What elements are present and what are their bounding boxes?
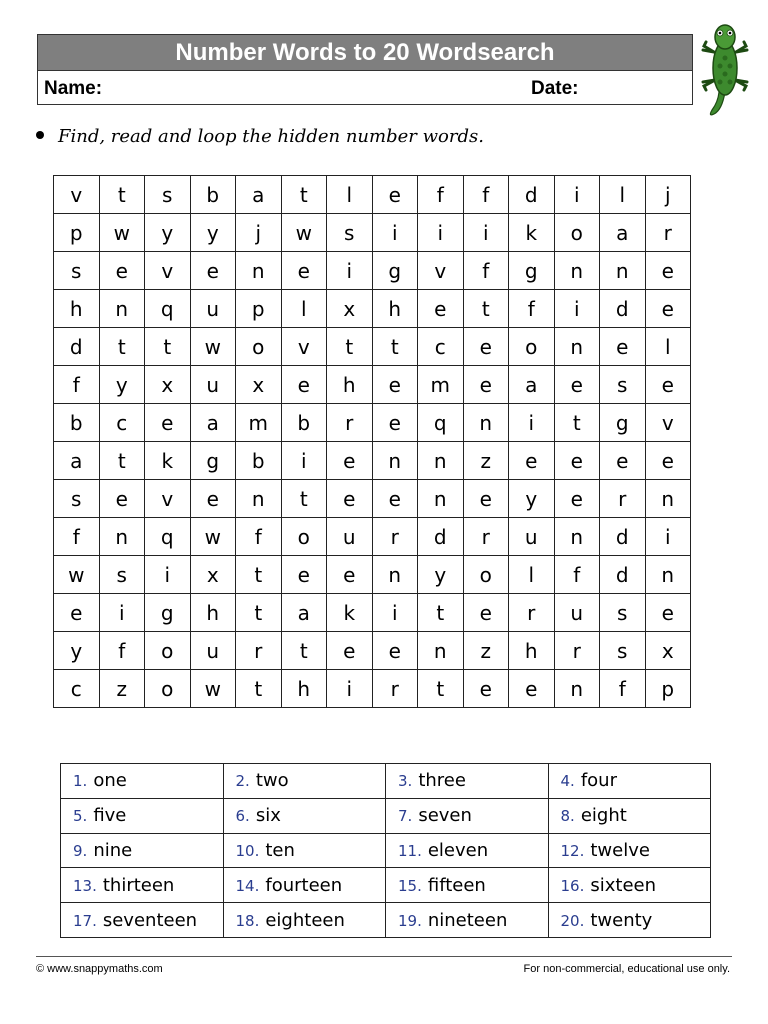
grid-letter-cell[interactable]: e [645,290,691,328]
grid-letter-cell[interactable]: i [554,176,600,214]
grid-letter-cell[interactable]: n [418,442,464,480]
grid-letter-cell[interactable]: e [327,480,373,518]
grid-letter-cell[interactable]: f [463,252,509,290]
grid-letter-cell[interactable]: x [327,290,373,328]
grid-letter-cell[interactable]: f [54,366,100,404]
grid-letter-cell[interactable]: t [418,670,464,708]
word-number: 16. [560,876,585,895]
grid-letter-cell[interactable]: n [463,404,509,442]
word-number: 12. [560,841,585,860]
word-number: 18. [235,911,260,930]
grid-letter-cell[interactable]: y [190,214,236,252]
grid-letter-cell[interactable]: r [645,214,691,252]
grid-letter-cell[interactable]: t [554,404,600,442]
footer-copyright: © www.snappymaths.com [36,963,163,975]
grid-letter-cell[interactable]: t [418,594,464,632]
grid-letter-cell[interactable]: t [236,556,282,594]
grid-letter-cell[interactable]: z [463,442,509,480]
grid-letter-cell[interactable]: e [372,480,418,518]
word-list-row [61,764,711,799]
grid-letter-cell[interactable]: f [463,176,509,214]
grid-letter-cell[interactable]: o [463,556,509,594]
grid-letter-cell[interactable]: h [190,594,236,632]
grid-letter-cell[interactable]: q [145,518,191,556]
wordsearch-grid[interactable] [53,175,691,708]
grid-letter-cell[interactable]: e [327,442,373,480]
grid-letter-cell[interactable]: t [99,442,145,480]
grid-letter-cell[interactable]: c [54,670,100,708]
grid-letter-cell[interactable]: x [645,632,691,670]
word-text: sixteen [590,874,657,896]
grid-letter-cell[interactable]: m [236,404,282,442]
grid-row [54,442,691,480]
grid-letter-cell[interactable]: d [600,556,646,594]
word-text: two [255,770,289,792]
grid-letter-cell[interactable]: n [418,632,464,670]
grid-letter-cell[interactable]: h [54,290,100,328]
grid-letter-cell[interactable]: w [190,670,236,708]
grid-letter-cell[interactable]: y [54,632,100,670]
grid-letter-cell[interactable]: r [372,670,418,708]
grid-letter-cell[interactable]: e [372,176,418,214]
grid-letter-cell[interactable]: q [145,290,191,328]
word-number: 7. [398,807,413,826]
grid-row [54,214,691,252]
grid-letter-cell[interactable]: n [99,290,145,328]
word-list-row [61,903,711,938]
grid-letter-cell[interactable]: t [281,176,327,214]
word-list-item [386,798,549,833]
word-list [60,763,711,938]
grid-letter-cell[interactable]: a [236,176,282,214]
grid-letter-cell[interactable]: f [99,632,145,670]
grid-letter-cell[interactable]: i [372,214,418,252]
word-list-item [223,868,386,903]
grid-letter-cell[interactable]: o [145,632,191,670]
grid-letter-cell[interactable]: y [509,480,555,518]
word-number: 13. [73,876,97,895]
date-label: Date: [531,78,579,99]
grid-letter-cell[interactable]: i [372,594,418,632]
grid-letter-cell[interactable]: w [190,518,236,556]
word-text: six [255,805,281,827]
grid-letter-cell[interactable]: g [509,252,555,290]
grid-letter-cell[interactable]: s [99,556,145,594]
grid-letter-cell[interactable]: h [372,290,418,328]
word-text: seven [418,805,472,827]
grid-letter-cell[interactable]: b [281,404,327,442]
word-list-row [61,868,711,903]
word-list-item [386,764,549,799]
word-list-item [548,833,711,868]
word-number: 2. [235,772,250,791]
grid-letter-cell[interactable]: e [281,556,327,594]
grid-letter-cell[interactable]: i [327,252,373,290]
grid-letter-cell[interactable]: i [418,214,464,252]
grid-letter-cell[interactable]: t [99,328,145,366]
name-date-row [38,71,692,105]
word-list-item [61,764,224,799]
word-text: four [580,770,617,792]
grid-letter-cell[interactable]: p [54,214,100,252]
grid-letter-cell[interactable]: x [236,366,282,404]
grid-letter-cell[interactable]: i [554,290,600,328]
grid-letter-cell[interactable]: t [281,632,327,670]
word-list-item [386,868,549,903]
grid-letter-cell[interactable]: i [99,594,145,632]
word-text: nineteen [427,909,508,931]
grid-letter-cell[interactable]: i [509,404,555,442]
grid-letter-cell[interactable]: u [554,594,600,632]
grid-row [54,176,691,214]
word-number: 14. [235,876,260,895]
grid-letter-cell[interactable]: n [372,556,418,594]
grid-letter-cell[interactable]: e [509,442,555,480]
grid-letter-cell[interactable]: e [645,366,691,404]
grid-letter-cell[interactable]: k [509,214,555,252]
word-list-row [61,798,711,833]
grid-letter-cell[interactable]: n [372,442,418,480]
grid-letter-cell[interactable]: n [554,518,600,556]
grid-letter-cell[interactable]: l [600,176,646,214]
grid-letter-cell[interactable]: r [554,632,600,670]
grid-letter-cell[interactable]: e [645,252,691,290]
grid-letter-cell[interactable]: n [99,518,145,556]
grid-letter-cell[interactable]: o [236,328,282,366]
word-number: 10. [235,841,260,860]
word-text: nine [93,839,133,861]
grid-letter-cell[interactable]: s [327,214,373,252]
grid-letter-cell[interactable]: g [145,594,191,632]
word-text: eleven [427,839,489,861]
grid-letter-cell[interactable]: l [281,290,327,328]
grid-letter-cell[interactable]: e [190,252,236,290]
grid-letter-cell[interactable]: d [418,518,464,556]
bullet-dot-icon [36,131,44,139]
grid-letter-cell[interactable]: e [372,632,418,670]
grid-letter-cell[interactable]: d [600,518,646,556]
grid-letter-cell[interactable]: o [281,518,327,556]
grid-letter-cell[interactable]: m [418,366,464,404]
grid-letter-cell[interactable]: e [554,442,600,480]
grid-letter-cell[interactable]: v [145,480,191,518]
worksheet-title: Number Words to 20 Wordsearch [38,35,692,71]
grid-letter-cell[interactable]: v [145,252,191,290]
grid-letter-cell[interactable]: e [418,290,464,328]
word-number: 9. [73,841,88,860]
word-text: eight [580,805,627,827]
grid-letter-cell[interactable]: e [372,404,418,442]
grid-row [54,480,691,518]
grid-letter-cell[interactable]: i [463,214,509,252]
grid-letter-cell[interactable]: s [145,176,191,214]
grid-letter-cell[interactable]: a [54,442,100,480]
grid-letter-cell[interactable]: e [600,328,646,366]
grid-letter-cell[interactable]: e [554,480,600,518]
grid-row [54,252,691,290]
grid-letter-cell[interactable]: l [645,328,691,366]
grid-row [54,556,691,594]
grid-letter-cell[interactable]: r [327,404,373,442]
grid-letter-cell[interactable]: b [236,442,282,480]
grid-letter-cell[interactable]: n [418,480,464,518]
word-number: 19. [398,911,422,930]
grid-letter-cell[interactable]: y [145,214,191,252]
grid-letter-cell[interactable]: l [327,176,373,214]
instruction-text: Find, read and loop the hidden number words. [58,126,484,147]
grid-letter-cell[interactable]: g [600,404,646,442]
grid-letter-cell[interactable]: t [463,290,509,328]
grid-letter-cell[interactable]: a [281,594,327,632]
grid-letter-cell[interactable]: c [418,328,464,366]
word-text: fifteen [427,874,486,896]
grid-letter-cell[interactable]: w [54,556,100,594]
word-list-item [386,833,549,868]
grid-letter-cell[interactable]: n [554,670,600,708]
grid-letter-cell[interactable]: c [99,404,145,442]
word-text: one [93,770,127,792]
grid-letter-cell[interactable]: t [372,328,418,366]
grid-letter-cell[interactable]: y [418,556,464,594]
grid-letter-cell[interactable]: a [600,214,646,252]
grid-letter-cell[interactable]: k [145,442,191,480]
grid-letter-cell[interactable]: e [372,366,418,404]
grid-letter-cell[interactable]: k [327,594,373,632]
grid-letter-cell[interactable]: e [509,670,555,708]
grid-letter-cell[interactable]: r [372,518,418,556]
word-list-item [61,903,224,938]
grid-letter-cell[interactable]: u [190,632,236,670]
grid-letter-cell[interactable]: w [281,214,327,252]
grid-letter-cell[interactable]: e [463,328,509,366]
grid-letter-cell[interactable]: i [327,670,373,708]
grid-row [54,670,691,708]
grid-letter-cell[interactable]: f [236,518,282,556]
grid-letter-cell[interactable]: a [509,366,555,404]
grid-letter-cell[interactable]: x [190,556,236,594]
grid-letter-cell[interactable]: v [418,252,464,290]
grid-letter-cell[interactable]: n [554,252,600,290]
grid-letter-cell[interactable]: u [190,290,236,328]
grid-letter-cell[interactable]: n [554,328,600,366]
grid-letter-cell[interactable]: n [645,480,691,518]
word-number: 17. [73,911,97,930]
worksheet-header [37,34,693,105]
grid-letter-cell[interactable]: p [236,290,282,328]
grid-letter-cell[interactable]: r [509,594,555,632]
grid-letter-cell[interactable]: x [145,366,191,404]
grid-letter-cell[interactable]: e [645,442,691,480]
grid-letter-cell[interactable]: e [645,594,691,632]
grid-row [54,366,691,404]
word-text: fourteen [265,874,343,896]
word-text: seventeen [102,909,198,931]
word-text: thirteen [102,874,175,896]
grid-letter-cell[interactable]: f [54,518,100,556]
grid-letter-cell[interactable]: p [645,670,691,708]
grid-letter-cell[interactable]: n [236,252,282,290]
grid-letter-cell[interactable]: t [236,594,282,632]
grid-row [54,632,691,670]
grid-letter-cell[interactable]: o [145,670,191,708]
word-list-row [61,833,711,868]
grid-letter-cell[interactable]: e [554,366,600,404]
word-text: three [418,770,466,792]
grid-letter-cell[interactable]: e [190,480,236,518]
grid-letter-cell[interactable]: e [54,594,100,632]
name-label: Name: [44,78,103,99]
grid-letter-cell[interactable]: e [145,404,191,442]
word-list-item [548,798,711,833]
word-text: five [93,805,127,827]
grid-letter-cell[interactable]: w [190,328,236,366]
grid-letter-cell[interactable]: h [509,632,555,670]
grid-letter-cell[interactable]: o [509,328,555,366]
grid-letter-cell[interactable]: v [54,176,100,214]
grid-letter-cell[interactable]: s [54,480,100,518]
grid-letter-cell[interactable]: n [600,252,646,290]
grid-letter-cell[interactable]: r [236,632,282,670]
grid-letter-cell[interactable]: f [509,290,555,328]
grid-letter-cell[interactable]: z [99,670,145,708]
grid-letter-cell[interactable]: y [99,366,145,404]
grid-letter-cell[interactable]: e [327,556,373,594]
grid-letter-cell[interactable]: u [190,366,236,404]
word-text: eighteen [265,909,345,931]
grid-letter-cell[interactable]: o [554,214,600,252]
grid-letter-cell[interactable]: e [600,442,646,480]
word-number: 5. [73,807,88,826]
footer-divider [36,956,732,957]
word-text: twenty [590,909,653,931]
grid-letter-cell[interactable]: g [190,442,236,480]
grid-row [54,404,691,442]
word-list-item [548,903,711,938]
grid-letter-cell[interactable]: s [54,252,100,290]
grid-letter-cell[interactable]: u [327,518,373,556]
word-list-item [61,868,224,903]
word-list-item [223,764,386,799]
grid-letter-cell[interactable]: b [54,404,100,442]
word-list-item [223,903,386,938]
grid-letter-cell[interactable]: e [463,366,509,404]
grid-letter-cell[interactable]: b [190,176,236,214]
grid-letter-cell[interactable]: t [327,328,373,366]
grid-letter-cell[interactable]: q [418,404,464,442]
grid-letter-cell[interactable]: v [281,328,327,366]
instruction-line [36,126,484,147]
word-number: 4. [560,772,575,791]
grid-letter-cell[interactable]: d [54,328,100,366]
word-number: 11. [398,841,422,860]
word-list-item [548,868,711,903]
word-list-item [61,798,224,833]
word-list-item [61,833,224,868]
grid-letter-cell[interactable]: u [509,518,555,556]
grid-letter-cell[interactable]: n [645,556,691,594]
grid-letter-cell[interactable]: t [145,328,191,366]
crocodile-mascot-icon [700,22,750,120]
grid-row [54,290,691,328]
grid-letter-cell[interactable]: e [281,366,327,404]
grid-letter-cell[interactable]: h [281,670,327,708]
grid-letter-cell[interactable]: e [463,594,509,632]
word-number: 15. [398,876,422,895]
word-number: 3. [398,772,413,791]
grid-letter-cell[interactable]: d [600,290,646,328]
word-number: 6. [235,807,250,826]
grid-letter-cell[interactable]: a [190,404,236,442]
grid-row [54,594,691,632]
grid-letter-cell[interactable]: s [600,632,646,670]
word-number: 20. [560,911,585,930]
grid-letter-cell[interactable]: e [463,480,509,518]
grid-letter-cell[interactable]: z [463,632,509,670]
word-list-item [223,833,386,868]
word-text: twelve [590,839,650,861]
grid-letter-cell[interactable]: t [236,670,282,708]
grid-letter-cell[interactable]: s [600,594,646,632]
word-list-item [386,903,549,938]
grid-letter-cell[interactable]: w [99,214,145,252]
grid-letter-cell[interactable]: j [236,214,282,252]
grid-letter-cell[interactable]: t [281,480,327,518]
grid-letter-cell[interactable]: g [372,252,418,290]
grid-letter-cell[interactable]: r [463,518,509,556]
grid-letter-cell[interactable]: j [645,176,691,214]
word-number: 1. [73,772,88,791]
grid-letter-cell[interactable]: h [327,366,373,404]
grid-letter-cell[interactable]: e [99,252,145,290]
grid-letter-cell[interactable]: i [281,442,327,480]
grid-letter-cell[interactable]: f [418,176,464,214]
grid-letter-cell[interactable]: e [327,632,373,670]
word-list-item [223,798,386,833]
grid-letter-cell[interactable]: r [600,480,646,518]
grid-letter-cell[interactable]: e [99,480,145,518]
grid-letter-cell[interactable]: i [645,518,691,556]
grid-letter-cell[interactable]: f [554,556,600,594]
footer-usage-note: For non-commercial, educational use only. [523,963,730,975]
grid-letter-cell[interactable]: e [281,252,327,290]
word-list-item [548,764,711,799]
grid-letter-cell[interactable]: t [99,176,145,214]
grid-letter-cell[interactable]: f [600,670,646,708]
grid-letter-cell[interactable]: d [509,176,555,214]
word-number: 8. [560,807,575,826]
grid-row [54,518,691,556]
grid-letter-cell[interactable]: v [645,404,691,442]
word-text: ten [265,839,295,861]
grid-letter-cell[interactable]: l [509,556,555,594]
grid-letter-cell[interactable]: e [463,670,509,708]
grid-letter-cell[interactable]: s [600,366,646,404]
grid-letter-cell[interactable]: i [145,556,191,594]
grid-row [54,328,691,366]
grid-letter-cell[interactable]: n [236,480,282,518]
